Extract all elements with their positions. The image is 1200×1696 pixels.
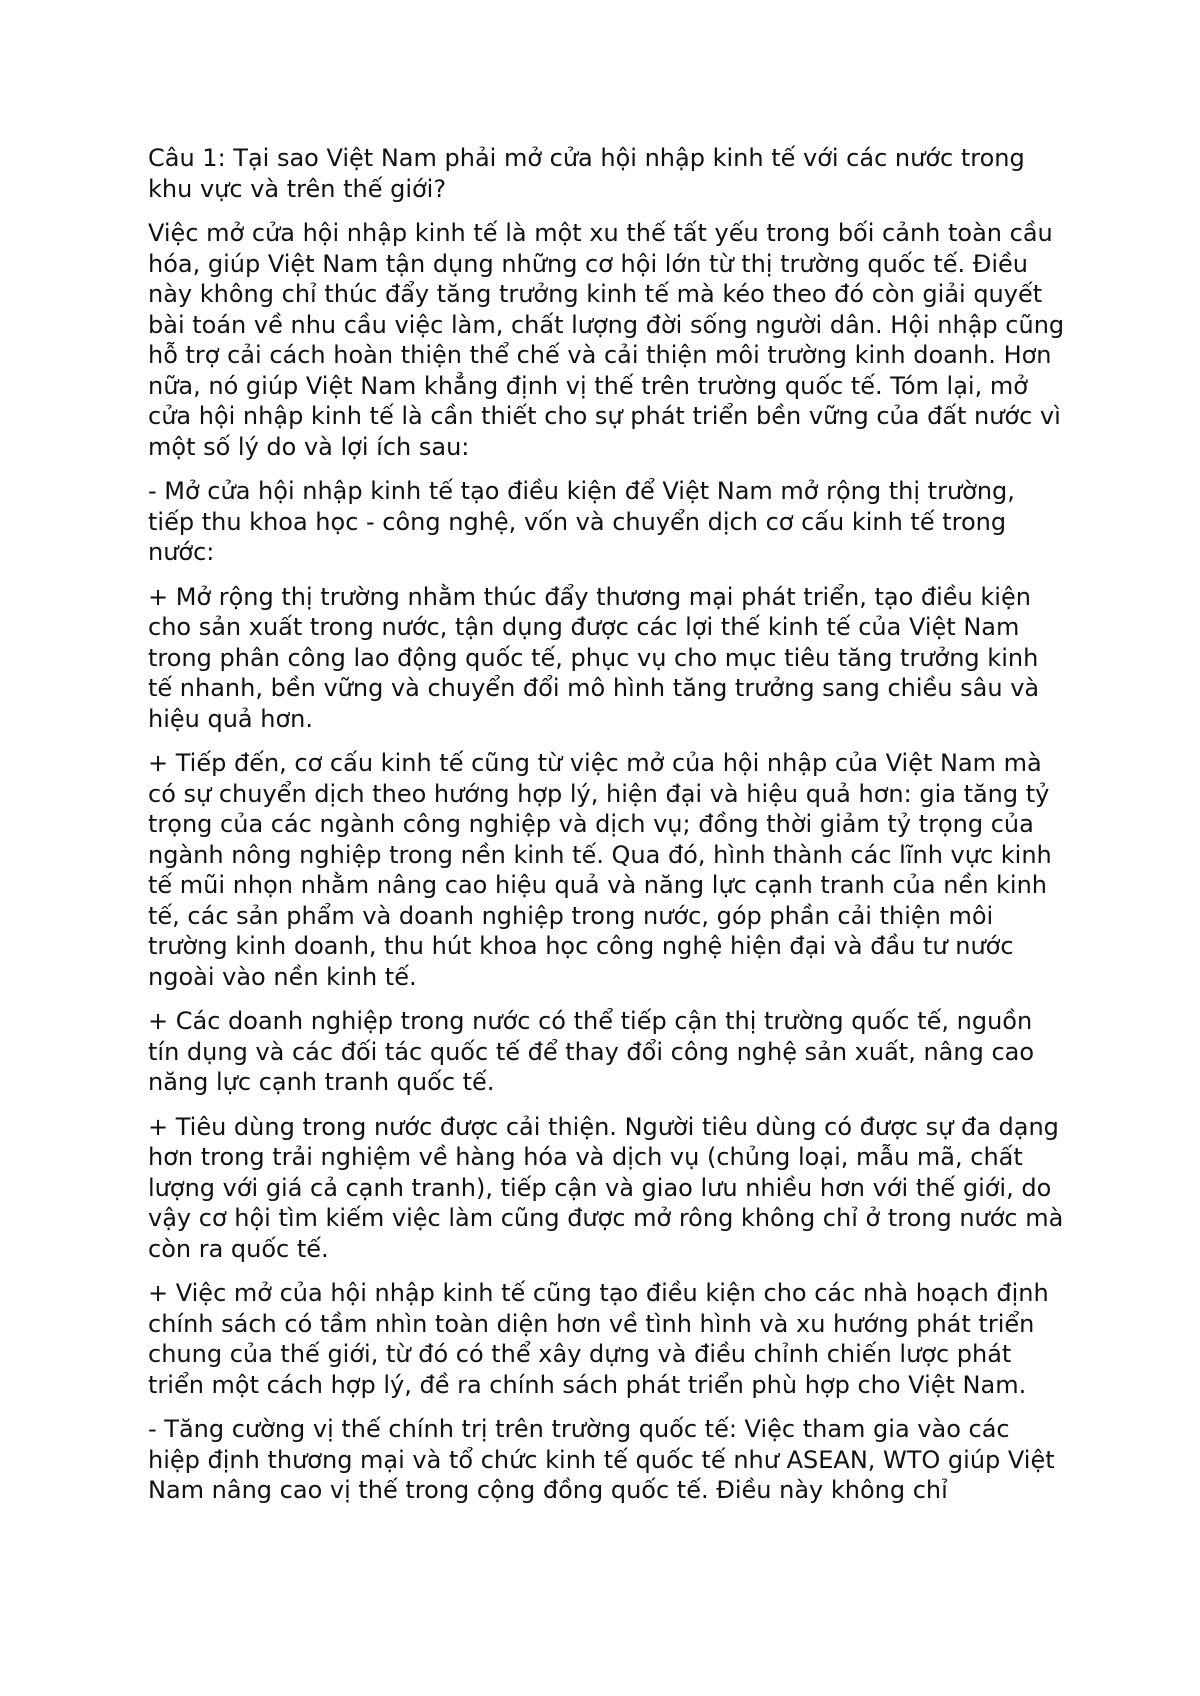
point-market-expansion: - Mở cửa hội nhập kinh tế tạo điều kiện để Việt Nam mở rộng thị trường, tiếp thu khoa học - công nghệ, vốn và chuyển dịch cơ cấu kinh tế trong nước: bbox=[148, 477, 1015, 566]
question-heading: Câu 1: Tại sao Việt Nam phải mở cửa hội nhập kinh tế với các nước trong khu vực và trên thế giới? bbox=[148, 144, 1025, 203]
point-political-position: - Tăng cường vị thế chính trị trên trường quốc tế: Việc tham gia vào các hiệp định thương mại và tổ chức kinh tế quốc tế như ASEAN, WTO giúp Việt Nam nâng cao vị thế trong cộng đồng quốc tế. Điều này không chỉ bbox=[148, 1415, 1055, 1504]
subpoint-consumption: + Tiêu dùng trong nước được cải thiện. Người tiêu dùng có được sự đa dạng hơn trong trải nghiệm về hàng hóa và dịch vụ (chủng loại, mẫu mã, chất lượng với giá cả cạnh tranh), tiếp cận và giao lưu nhiều hơn với thế giới, do vậy cơ hội tìm kiếm việc làm cũng được mở rông không chỉ ở trong nước mà còn ra quốc tế. bbox=[148, 1112, 1064, 1263]
document-body bbox=[148, 143, 1068, 1506]
subpoint-trade: + Mở rộng thị trường nhằm thúc đẩy thương mại phát triển, tạo điều kiện cho sản xuất trong nước, tận dụng được các lợi thế kinh tế của Việt Nam trong phân công lao động quốc tế, phục vụ cho mục tiêu tăng trưởng kinh tế nhanh, bền vững và chuyển đổi mô hình tăng trưởng sang chiều sâu và hiệu quả hơn. bbox=[148, 582, 1040, 733]
subpoint-economic-structure: + Tiếp đến, cơ cấu kinh tế cũng từ việc mở của hội nhập của Việt Nam mà có sự chuyển dịch theo hướng hợp lý, hiện đại và hiệu quả hơn: gia tăng tỷ trọng của các ngành công nghiệp và dịch vụ; đồng thời giảm tỷ trọng của ngành nông nghiệp trong nền kinh tế. Qua đó, hình thành các lĩnh vực kinh tế mũi nhọn nhằm nâng cao hiệu quả và năng lực cạnh tranh của nền kinh tế, các sản phẩm và doanh nghiệp trong nước, góp phần cải thiện môi trường kinh doanh, thu hút khoa học công nghệ hiện đại và đầu tư nước ngoài vào nền kinh tế. bbox=[148, 749, 1052, 991]
subpoint-enterprises: + Các doanh nghiệp trong nước có thể tiếp cận thị trường quốc tế, nguồn tín dụng và các đối tác quốc tế để thay đổi công nghệ sản xuất, nâng cao năng lực cạnh tranh quốc tế. bbox=[148, 1007, 1035, 1096]
intro-paragraph: Việc mở cửa hội nhập kinh tế là một xu thế tất yếu trong bối cảnh toàn cầu hóa, giúp Việt Nam tận dụng những cơ hội lớn từ thị trường quốc tế. Điều này không chỉ thúc đẩy tăng trưởng kinh tế mà kéo theo đó còn giải quyết bài toán về nhu cầu việc làm, chất lượng đời sống người dân. Hội nhập cũng hỗ trợ cải cách hoàn thiện thể chế và cải thiện môi trường kinh doanh. Hơn nữa, nó giúp Việt Nam khẳng định vị thế trên trường quốc tế. Tóm lại, mở cửa hội nhập kinh tế là cần thiết cho sự phát triển bền vững của đất nước vì một số lý do và lợi ích sau: bbox=[148, 219, 1065, 461]
subpoint-policy-makers: + Việc mở của hội nhập kinh tế cũng tạo điều kiện cho các nhà hoạch định chính sách có tầm nhìn toàn diện hơn về tình hình và xu hướng phát triển chung của thế giới, từ đó có thể xây dựng và điều chỉnh chiến lược phát triển một cách hợp lý, đề ra chính sách phát triển phù hợp cho Việt Nam. bbox=[148, 1279, 1049, 1399]
